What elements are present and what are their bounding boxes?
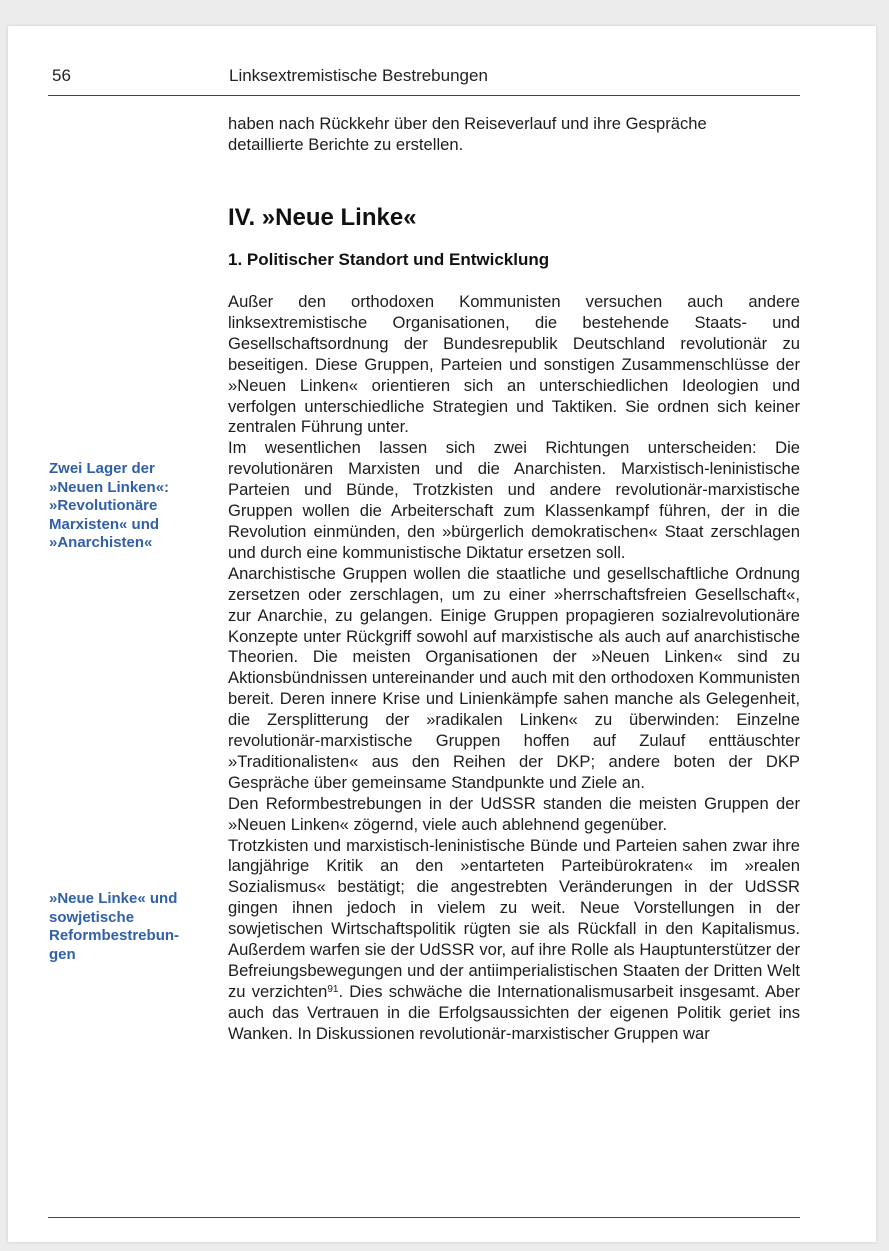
paragraph-2: Im wesentlichen lassen sich zwei Richtungen unterscheiden: Die revolutionären Marxisten und die Anarchisten. Marxistisch-leninistische Parteien und Bünde, Trotzkisten und andere revolutionär-marxistische Gruppen wollen die Arbeiterschaft zum Klassenkampf führen, der in die Revolution einmünden, den »bürgerlich demokratischen« Staat zerschlagen und durch eine kommunistische Diktatur ersetzen soll. <box>228 438 800 562</box>
paragraph-1: Außer den orthodoxen Kommunisten versuchen auch andere linksextremistische Organisationen, die bestehende Staats- und Gesellschaftsordnung der Bundesrepublik Deutschland revolutionär zu beseitigen. Diese Gruppen, Parteien und sonstigen Zusammenschlüsse der »Neuen Linken« orientieren sich an unterschiedlichen Ideologien und verfolgen unterschiedliche Strategien und Taktiken. Sie ordnen sich keiner zentralen Führung unter. <box>228 292 800 437</box>
section-heading: IV. »Neue Linke« <box>228 204 417 231</box>
margin-note-soviet-reforms <box>49 890 209 964</box>
document-page <box>8 26 876 1242</box>
page-number: 56 <box>52 66 71 85</box>
margin-note-line: »Revolutionäre <box>49 497 158 515</box>
subsection-heading: 1. Politischer Standort und Entwicklung <box>228 250 550 269</box>
margin-note-line: gen <box>49 945 76 963</box>
margin-note-line: Zwei Lager der <box>49 460 155 477</box>
main-body-text <box>228 292 800 1045</box>
margin-note-two-camps <box>49 460 209 553</box>
footer-rule <box>48 1217 800 1218</box>
footnote-marker: 91 <box>327 983 339 995</box>
margin-note-line: Reformbestrebun- <box>49 927 180 945</box>
margin-note-line: »Neuen Linken«: <box>49 478 170 496</box>
paragraph-4: Den Reformbestrebungen in der UdSSR standen die meisten Gruppen der »Neuen Linken« zögernd, viele auch ablehnend gegenüber. <box>228 793 800 834</box>
margin-note-line: sowjetische <box>49 908 135 926</box>
intro-line: detaillierte Berichte zu erstellen. <box>228 134 464 154</box>
paragraph-5-text-continued: . Dies schwäche die Internationalismusarbeit insgesamt. Aber auch das Vertrauen in die Erfolgsaussichten der eigenen Politik geriet ins Wanken. In Diskussionen revolutionär-marxistischer Gruppen war <box>228 981 800 1043</box>
margin-note-line: Marxisten« und <box>49 515 160 533</box>
paragraph-3: Anarchistische Gruppen wollen die staatliche und gesellschaftliche Ordnung zersetzen oder zerschlagen, um zu einer »herrschaftsfreien Gesellschaft«, zur Anarchie, zu gelangen. Einige Gruppen propagieren sozialrevolutionäre Konzepte unter Rückgriff sowohl auf marxistische als auch auf anarchistische Theorien. Die meisten Organisationen der »Neuen Linken« sind zu Aktionsbündnissen untereinander und auch mit den orthodoxen Kommunisten bereit. Deren innere Krise und Linienkämpfe sahen manche als Gelegenheit, die Zersplitterung der »radikalen Linken« zu überwinden: Einzelne revolutionär-marxistische Gruppen hoffen auf Zulauf enttäuschter »Traditionalisten« aus den Reihen der DKP; andere boten der DKP Gespräche über gemeinsame Standpunkte und Ziele an. <box>228 563 800 792</box>
margin-note-line: »Neue Linke« und <box>49 890 178 907</box>
running-header-title: Linksextremistische Bestrebungen <box>229 66 488 85</box>
margin-note-line: »Anarchisten« <box>49 534 153 552</box>
intro-text <box>228 114 800 156</box>
header-rule <box>48 95 800 96</box>
paragraph-5 <box>228 836 800 1045</box>
paragraph-5-text: Trotzkisten und marxistisch-leninistische Bünde und Parteien sahen zwar ihre langjährige Kritik an den »entarteten Parteibürokraten« im »realen Sozialismus« bestätigt; die angestrebten Veränderungen in der UdSSR gingen ihnen jedoch in vielem zu weit. Neue Vorstellungen in der sowjetischen Wirtschaftspolitik rügten sie als Rückfall in den Kapitalismus. Außerdem warfen sie der UdSSR vor, auf ihre Rolle als Hauptunterstützer der Befreiungsbewegungen und der antiimperialistischen Staaten der Dritten Welt zu verzichten <box>228 835 800 1001</box>
intro-line: haben nach Rückkehr über den Reiseverlauf und ihre Gespräche <box>228 114 707 133</box>
